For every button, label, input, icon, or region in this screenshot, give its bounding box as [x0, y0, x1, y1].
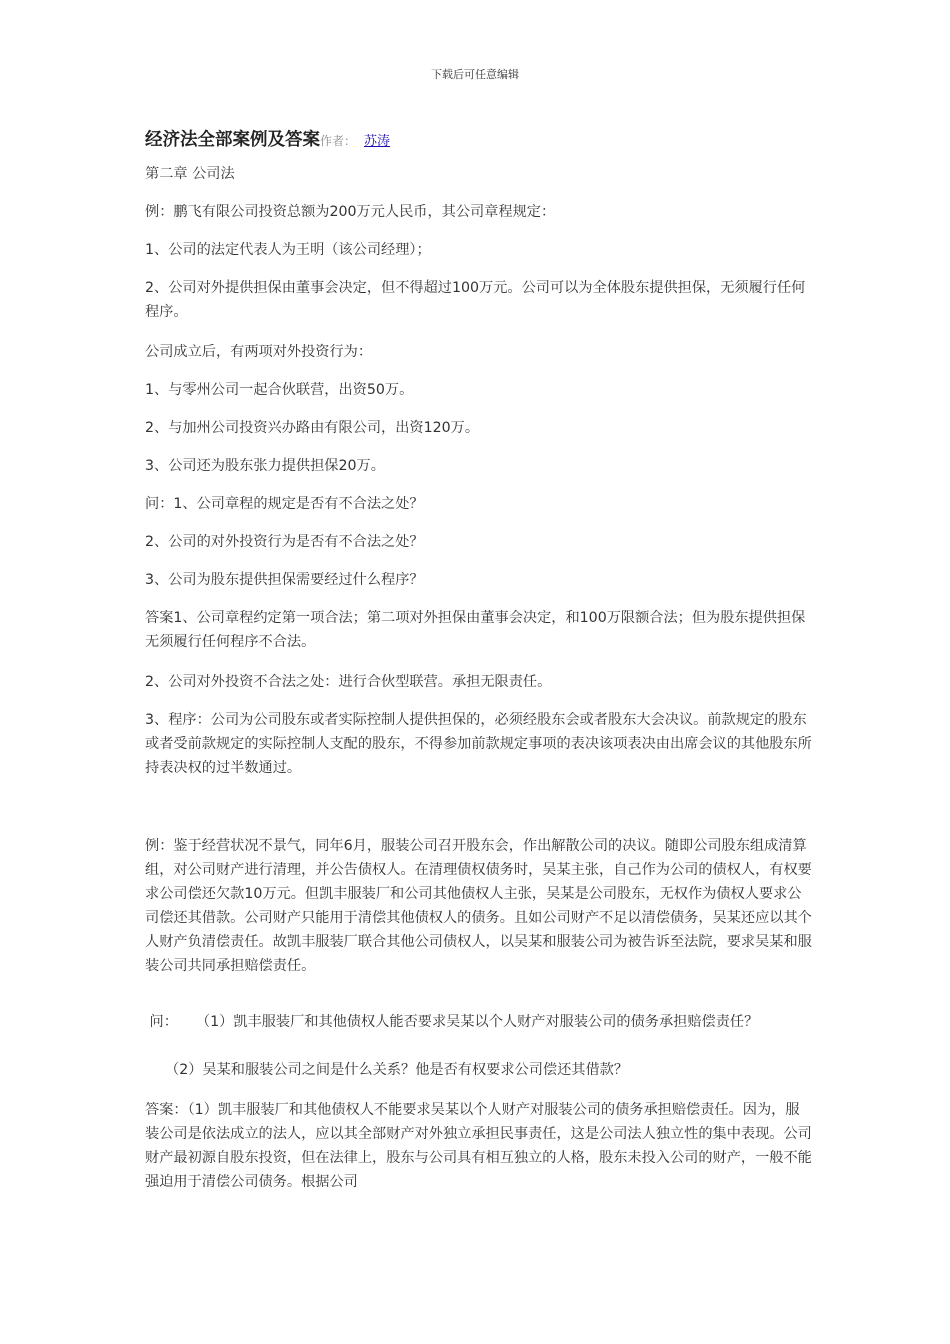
author-label: 作者：	[320, 134, 357, 148]
author-link[interactable]: 苏涛	[364, 134, 391, 149]
answer: 3、程序：公司为公司股东或者实际控制人提供担保的，必须经股东会或者股东大会决议。前款规定的股东或者受前款规定的实际控制人支配的股东，不得参加前款规定事项的表决该项表决由出席会议的其他股东所持表决权的过半数通过。	[145, 712, 812, 776]
title-line	[145, 126, 390, 151]
question: （2）吴某和服装公司之间是什么关系？他是否有权要求公司偿还其借款？	[165, 1062, 629, 1078]
paragraph: 2、公司对外提供担保由董事会决定，但不得超过100万元。公司可以为全体股东提供担保，无须履行任何程序。	[145, 280, 806, 320]
answer: 2、公司对外投资不合法之处：进行合伙型联营。承担无限责任。	[145, 674, 552, 690]
paragraph: 2、与加州公司投资兴办路由有限公司，出资120万。	[145, 420, 480, 436]
answer: 答案：（1）凯丰服装厂和其他债权人不能要求吴某以个人财产对服装公司的债务承担赔偿责任。因为，服装公司是依法成立的法人，应以其全部财产对外独立承担民事责任，这是公司法人独立性的集中表现。公司财产最初源自股东投资，但在法律上，股东与公司具有相互独立的人格，股东未投入公司的财产，一般不能强迫用于清偿公司债务。根据公司	[145, 1102, 812, 1190]
paragraph: 公司成立后，有两项对外投资行为：	[145, 344, 373, 360]
paragraph: 例：鹏飞有限公司投资总额为200万元人民币，其公司章程规定：	[145, 204, 556, 220]
document-title: 经济法全部案例及答案	[145, 130, 320, 150]
answer: 答案1、公司章程约定第一项合法；第二项对外担保由董事会决定，和100万限额合法；但为股东提供担保无须履行任何程序不合法。	[145, 610, 806, 650]
question: 问：1、公司章程的规定是否有不合法之处？	[145, 496, 424, 512]
chapter-heading: 第二章 公司法	[145, 166, 235, 182]
paragraph: 3、公司还为股东张力提供担保20万。	[145, 458, 385, 474]
question: 问： （1）凯丰服装厂和其他债权人能否要求吴某以个人财产对服装公司的债务承担赔偿责任？	[145, 1014, 759, 1030]
question: 2、公司的对外投资行为是否有不合法之处？	[145, 534, 424, 550]
paragraph: 1、与零州公司一起合伙联营，出资50万。	[145, 382, 414, 398]
question: 3、公司为股东提供担保需要经过什么程序？	[145, 572, 424, 588]
page-header: 下载后可任意编辑	[431, 68, 519, 81]
case-paragraph: 例：鉴于经营状况不景气，同年6月，服装公司召开股东会，作出解散公司的决议。随即公司股东组成清算组，对公司财产进行清理，并公告债权人。在清理债权债务时，吴某主张，自己作为公司的债权人，有权要求公司偿还欠款10万元。但凯丰服装厂和公司其他债权人主张，吴某是公司股东，无权作为债权人要求公司偿还其借款。公司财产只能用于清偿其他债权人的债务。且如公司财产不足以清偿债务，吴某还应以其个人财产负清偿责任。故凯丰服装厂联合其他公司债权人，以吴某和服装公司为被告诉至法院，要求吴某和服装公司共同承担赔偿责任。	[145, 838, 812, 974]
paragraph: 1、公司的法定代表人为王明（该公司经理）；	[145, 242, 431, 258]
